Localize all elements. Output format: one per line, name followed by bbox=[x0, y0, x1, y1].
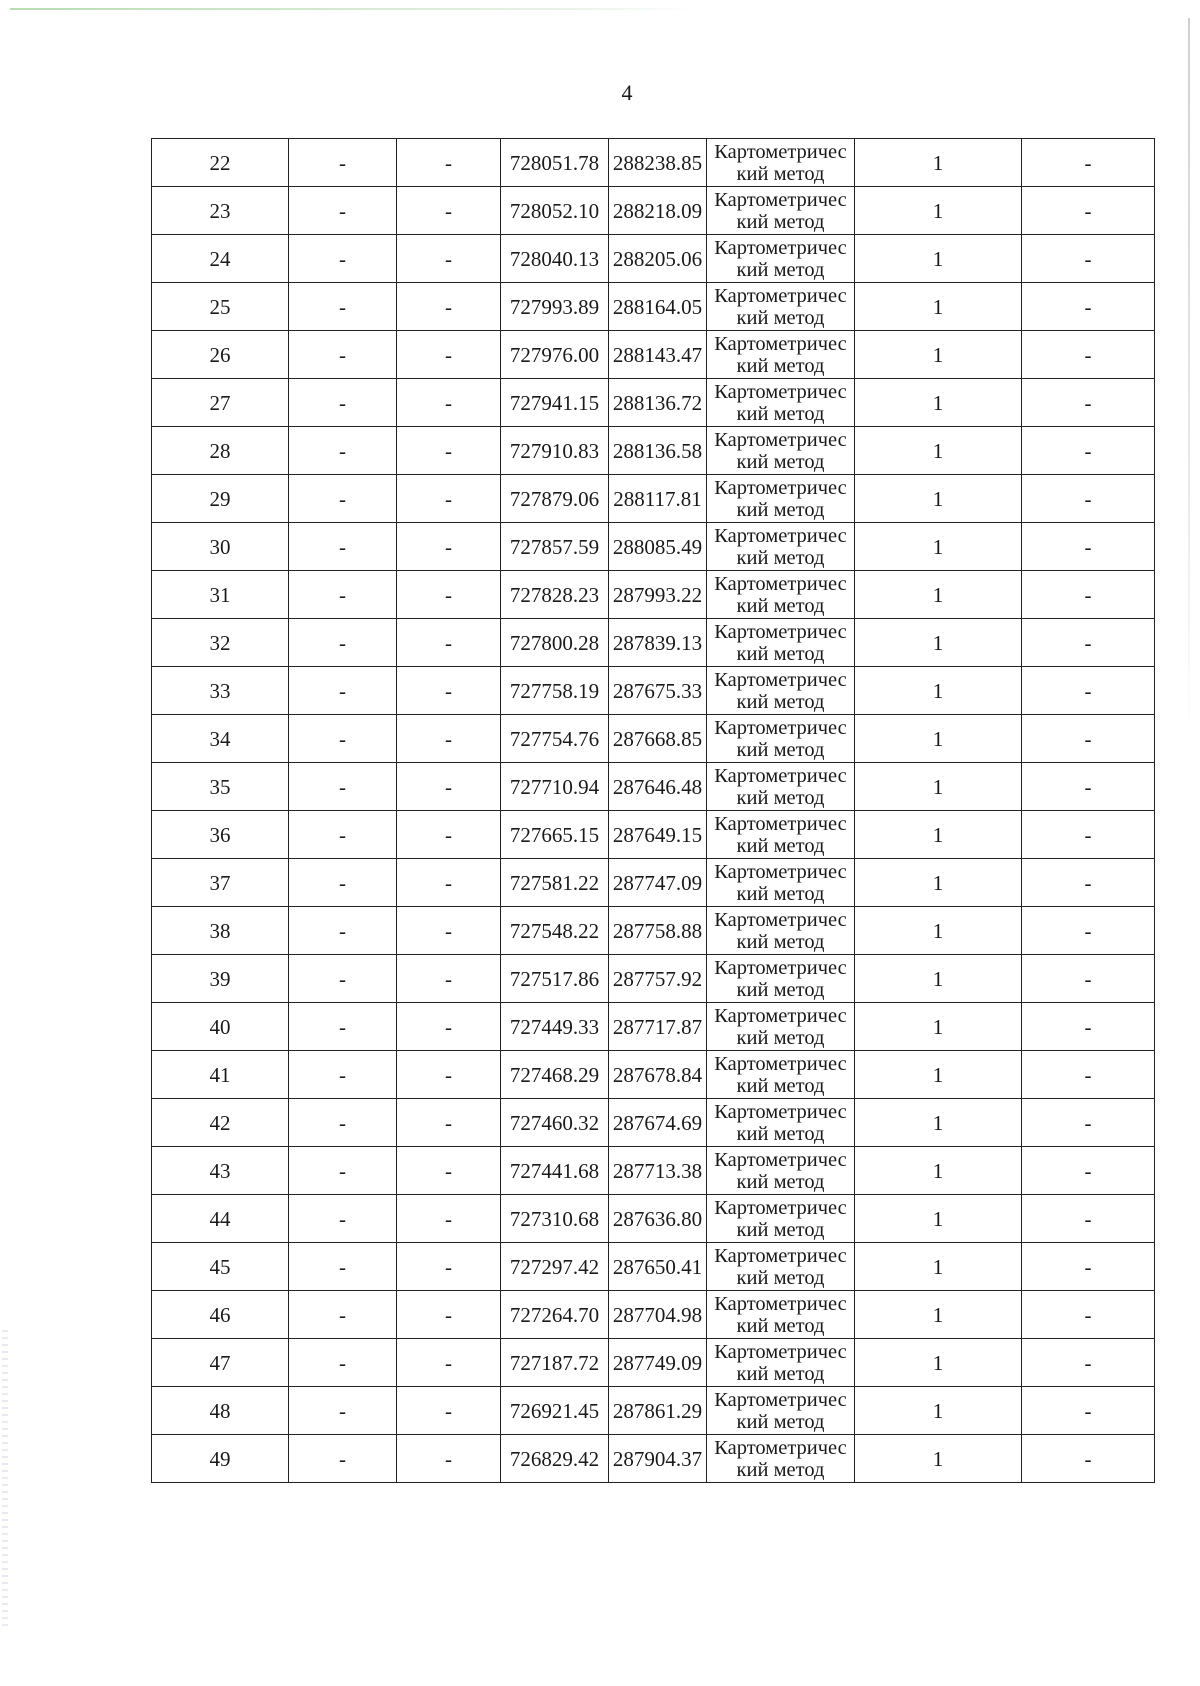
empty-value-cell: - bbox=[289, 1339, 397, 1387]
point-number-cell: 27 bbox=[152, 379, 289, 427]
point-number-cell: 36 bbox=[152, 811, 289, 859]
point-number-cell: 42 bbox=[152, 1099, 289, 1147]
point-number-cell: 34 bbox=[152, 715, 289, 763]
empty-value-cell: - bbox=[289, 1099, 397, 1147]
coordinate-y-cell: 288205.06 bbox=[609, 235, 707, 283]
table-row bbox=[152, 667, 1155, 715]
empty-value-cell: - bbox=[397, 1051, 501, 1099]
coordinate-x-cell: 727800.28 bbox=[501, 619, 609, 667]
coordinate-x-cell: 727993.89 bbox=[501, 283, 609, 331]
coordinate-x-cell: 728052.10 bbox=[501, 187, 609, 235]
empty-value-cell: - bbox=[1022, 139, 1155, 187]
empty-value-cell: - bbox=[1022, 1243, 1155, 1291]
empty-value-cell: - bbox=[397, 1243, 501, 1291]
empty-value-cell: - bbox=[1022, 1003, 1155, 1051]
coordinate-x-cell: 727758.19 bbox=[501, 667, 609, 715]
method-cell bbox=[707, 1195, 855, 1243]
table-row bbox=[152, 763, 1155, 811]
method-text: Картометрический метод bbox=[714, 1148, 847, 1193]
method-cell bbox=[707, 1147, 855, 1195]
accuracy-cell: 1 bbox=[855, 619, 1022, 667]
method-cell bbox=[707, 139, 855, 187]
point-number-cell: 39 bbox=[152, 955, 289, 1003]
point-number-cell: 47 bbox=[152, 1339, 289, 1387]
empty-value-cell: - bbox=[289, 1243, 397, 1291]
point-number-cell: 25 bbox=[152, 283, 289, 331]
table-row bbox=[152, 955, 1155, 1003]
empty-value-cell: - bbox=[397, 955, 501, 1003]
accuracy-cell: 1 bbox=[855, 475, 1022, 523]
empty-value-cell: - bbox=[397, 1387, 501, 1435]
table-row bbox=[152, 235, 1155, 283]
table-row bbox=[152, 1195, 1155, 1243]
empty-value-cell: - bbox=[289, 1147, 397, 1195]
point-number-cell: 29 bbox=[152, 475, 289, 523]
coordinate-y-cell: 287757.92 bbox=[609, 955, 707, 1003]
table-row bbox=[152, 1003, 1155, 1051]
empty-value-cell: - bbox=[289, 427, 397, 475]
table-row bbox=[152, 619, 1155, 667]
empty-value-cell: - bbox=[289, 139, 397, 187]
point-number-cell: 24 bbox=[152, 235, 289, 283]
method-cell bbox=[707, 1291, 855, 1339]
empty-value-cell: - bbox=[289, 283, 397, 331]
method-cell bbox=[707, 1003, 855, 1051]
empty-value-cell: - bbox=[1022, 1147, 1155, 1195]
empty-value-cell: - bbox=[289, 475, 397, 523]
empty-value-cell: - bbox=[397, 187, 501, 235]
method-cell bbox=[707, 619, 855, 667]
empty-value-cell: - bbox=[1022, 859, 1155, 907]
coordinate-y-cell: 287675.33 bbox=[609, 667, 707, 715]
point-number-cell: 40 bbox=[152, 1003, 289, 1051]
coordinate-y-cell: 287758.88 bbox=[609, 907, 707, 955]
table-row bbox=[152, 811, 1155, 859]
coordinate-x-cell: 727879.06 bbox=[501, 475, 609, 523]
table-row bbox=[152, 859, 1155, 907]
coordinate-x-cell: 727976.00 bbox=[501, 331, 609, 379]
empty-value-cell: - bbox=[397, 283, 501, 331]
table-row bbox=[152, 1243, 1155, 1291]
method-cell bbox=[707, 955, 855, 1003]
coordinate-y-cell: 287747.09 bbox=[609, 859, 707, 907]
empty-value-cell: - bbox=[1022, 1387, 1155, 1435]
accuracy-cell: 1 bbox=[855, 1003, 1022, 1051]
method-cell bbox=[707, 811, 855, 859]
page-number: 4 bbox=[621, 80, 633, 105]
accuracy-cell: 1 bbox=[855, 187, 1022, 235]
coordinate-x-cell: 726921.45 bbox=[501, 1387, 609, 1435]
empty-value-cell: - bbox=[1022, 283, 1155, 331]
table-row bbox=[152, 571, 1155, 619]
empty-value-cell: - bbox=[397, 139, 501, 187]
empty-value-cell: - bbox=[289, 523, 397, 571]
method-text: Картометрический метод bbox=[714, 1052, 847, 1097]
empty-value-cell: - bbox=[397, 1003, 501, 1051]
method-cell bbox=[707, 475, 855, 523]
accuracy-cell: 1 bbox=[855, 907, 1022, 955]
empty-value-cell: - bbox=[289, 955, 397, 1003]
accuracy-cell: 1 bbox=[855, 571, 1022, 619]
empty-value-cell: - bbox=[397, 1195, 501, 1243]
method-cell bbox=[707, 1339, 855, 1387]
empty-value-cell: - bbox=[397, 427, 501, 475]
point-number-cell: 22 bbox=[152, 139, 289, 187]
method-text: Картометрический метод bbox=[714, 668, 847, 713]
method-text: Картометрический метод bbox=[714, 1292, 847, 1337]
empty-value-cell: - bbox=[397, 1147, 501, 1195]
accuracy-cell: 1 bbox=[855, 235, 1022, 283]
empty-value-cell: - bbox=[1022, 667, 1155, 715]
point-number-cell: 45 bbox=[152, 1243, 289, 1291]
empty-value-cell: - bbox=[1022, 1339, 1155, 1387]
accuracy-cell: 1 bbox=[855, 1435, 1022, 1483]
empty-value-cell: - bbox=[397, 235, 501, 283]
method-cell bbox=[707, 571, 855, 619]
empty-value-cell: - bbox=[289, 763, 397, 811]
empty-value-cell: - bbox=[1022, 763, 1155, 811]
point-number-cell: 33 bbox=[152, 667, 289, 715]
coordinate-x-cell: 728051.78 bbox=[501, 139, 609, 187]
method-cell bbox=[707, 859, 855, 907]
empty-value-cell: - bbox=[397, 1339, 501, 1387]
coordinate-x-cell: 727441.68 bbox=[501, 1147, 609, 1195]
point-number-cell: 32 bbox=[152, 619, 289, 667]
coordinate-x-cell: 727910.83 bbox=[501, 427, 609, 475]
method-text: Картометрический метод bbox=[714, 1004, 847, 1049]
accuracy-cell: 1 bbox=[855, 1195, 1022, 1243]
method-text: Картометрический метод bbox=[714, 860, 847, 905]
coordinate-x-cell: 727665.15 bbox=[501, 811, 609, 859]
empty-value-cell: - bbox=[1022, 187, 1155, 235]
method-cell bbox=[707, 235, 855, 283]
table-row bbox=[152, 1051, 1155, 1099]
empty-value-cell: - bbox=[1022, 475, 1155, 523]
empty-value-cell: - bbox=[1022, 619, 1155, 667]
empty-value-cell: - bbox=[397, 571, 501, 619]
empty-value-cell: - bbox=[397, 667, 501, 715]
method-cell bbox=[707, 1387, 855, 1435]
empty-value-cell: - bbox=[1022, 1291, 1155, 1339]
coordinate-y-cell: 287650.41 bbox=[609, 1243, 707, 1291]
method-cell bbox=[707, 523, 855, 571]
accuracy-cell: 1 bbox=[855, 763, 1022, 811]
coordinate-x-cell: 727449.33 bbox=[501, 1003, 609, 1051]
point-number-cell: 41 bbox=[152, 1051, 289, 1099]
empty-value-cell: - bbox=[1022, 715, 1155, 763]
method-cell bbox=[707, 667, 855, 715]
coordinate-x-cell: 727297.42 bbox=[501, 1243, 609, 1291]
accuracy-cell: 1 bbox=[855, 955, 1022, 1003]
coordinate-x-cell: 727857.59 bbox=[501, 523, 609, 571]
method-cell bbox=[707, 1435, 855, 1483]
empty-value-cell: - bbox=[289, 187, 397, 235]
coordinate-y-cell: 287674.69 bbox=[609, 1099, 707, 1147]
point-number-cell: 23 bbox=[152, 187, 289, 235]
empty-value-cell: - bbox=[1022, 1051, 1155, 1099]
table-row bbox=[152, 139, 1155, 187]
method-text: Картометрический метод bbox=[714, 1436, 847, 1481]
coordinate-x-cell: 727310.68 bbox=[501, 1195, 609, 1243]
table-row bbox=[152, 1339, 1155, 1387]
empty-value-cell: - bbox=[1022, 379, 1155, 427]
coordinate-y-cell: 287861.29 bbox=[609, 1387, 707, 1435]
empty-value-cell: - bbox=[1022, 1435, 1155, 1483]
method-cell bbox=[707, 379, 855, 427]
empty-value-cell: - bbox=[397, 475, 501, 523]
method-text: Картометрический метод bbox=[714, 812, 847, 857]
coordinate-x-cell: 727187.72 bbox=[501, 1339, 609, 1387]
accuracy-cell: 1 bbox=[855, 1147, 1022, 1195]
method-cell bbox=[707, 283, 855, 331]
method-text: Картометрический метод bbox=[714, 956, 847, 1001]
method-text: Картометрический метод bbox=[714, 476, 847, 521]
empty-value-cell: - bbox=[289, 1195, 397, 1243]
empty-value-cell: - bbox=[397, 619, 501, 667]
empty-value-cell: - bbox=[289, 907, 397, 955]
coordinate-y-cell: 287678.84 bbox=[609, 1051, 707, 1099]
scan-edge-left bbox=[2, 1330, 8, 1630]
point-number-cell: 30 bbox=[152, 523, 289, 571]
coordinate-x-cell: 728040.13 bbox=[501, 235, 609, 283]
scan-edge-right bbox=[1188, 18, 1190, 738]
empty-value-cell: - bbox=[1022, 235, 1155, 283]
coordinate-y-cell: 288143.47 bbox=[609, 331, 707, 379]
empty-value-cell: - bbox=[397, 763, 501, 811]
point-number-cell: 37 bbox=[152, 859, 289, 907]
empty-value-cell: - bbox=[289, 1387, 397, 1435]
empty-value-cell: - bbox=[397, 523, 501, 571]
coordinate-y-cell: 287993.22 bbox=[609, 571, 707, 619]
method-text: Картометрический метод bbox=[714, 1244, 847, 1289]
method-cell bbox=[707, 1243, 855, 1291]
method-cell bbox=[707, 331, 855, 379]
method-text: Картометрический метод bbox=[714, 332, 847, 377]
method-text: Картометрический метод bbox=[714, 572, 847, 617]
point-number-cell: 43 bbox=[152, 1147, 289, 1195]
empty-value-cell: - bbox=[289, 811, 397, 859]
table-row bbox=[152, 427, 1155, 475]
empty-value-cell: - bbox=[1022, 523, 1155, 571]
table-row bbox=[152, 1147, 1155, 1195]
empty-value-cell: - bbox=[397, 1099, 501, 1147]
empty-value-cell: - bbox=[397, 715, 501, 763]
table-row bbox=[152, 187, 1155, 235]
method-cell bbox=[707, 763, 855, 811]
coordinate-y-cell: 287717.87 bbox=[609, 1003, 707, 1051]
empty-value-cell: - bbox=[289, 1435, 397, 1483]
method-text: Картометрический метод bbox=[714, 236, 847, 281]
method-text: Картометрический метод bbox=[714, 188, 847, 233]
accuracy-cell: 1 bbox=[855, 427, 1022, 475]
empty-value-cell: - bbox=[397, 859, 501, 907]
accuracy-cell: 1 bbox=[855, 1291, 1022, 1339]
method-text: Картометрический метод bbox=[714, 1196, 847, 1241]
table-row bbox=[152, 379, 1155, 427]
table-body bbox=[152, 139, 1155, 1483]
accuracy-cell: 1 bbox=[855, 1243, 1022, 1291]
accuracy-cell: 1 bbox=[855, 379, 1022, 427]
empty-value-cell: - bbox=[289, 1051, 397, 1099]
point-number-cell: 48 bbox=[152, 1387, 289, 1435]
empty-value-cell: - bbox=[1022, 907, 1155, 955]
coordinate-x-cell: 727828.23 bbox=[501, 571, 609, 619]
coordinate-x-cell: 727548.22 bbox=[501, 907, 609, 955]
method-text: Картометрический метод bbox=[714, 716, 847, 761]
table-row bbox=[152, 523, 1155, 571]
empty-value-cell: - bbox=[397, 907, 501, 955]
method-text: Картометрический метод bbox=[714, 428, 847, 473]
method-text: Картометрический метод bbox=[714, 524, 847, 569]
coordinate-y-cell: 288238.85 bbox=[609, 139, 707, 187]
coordinate-y-cell: 287636.80 bbox=[609, 1195, 707, 1243]
empty-value-cell: - bbox=[397, 1435, 501, 1483]
empty-value-cell: - bbox=[289, 619, 397, 667]
empty-value-cell: - bbox=[289, 667, 397, 715]
method-cell bbox=[707, 1051, 855, 1099]
empty-value-cell: - bbox=[1022, 955, 1155, 1003]
coordinate-x-cell: 726829.42 bbox=[501, 1435, 609, 1483]
table-row bbox=[152, 1387, 1155, 1435]
method-text: Картометрический метод bbox=[714, 140, 847, 185]
method-cell bbox=[707, 715, 855, 763]
empty-value-cell: - bbox=[1022, 811, 1155, 859]
table-row bbox=[152, 1435, 1155, 1483]
accuracy-cell: 1 bbox=[855, 667, 1022, 715]
coordinate-y-cell: 288085.49 bbox=[609, 523, 707, 571]
accuracy-cell: 1 bbox=[855, 523, 1022, 571]
coordinate-y-cell: 288218.09 bbox=[609, 187, 707, 235]
method-text: Картометрический метод bbox=[714, 764, 847, 809]
table-row bbox=[152, 283, 1155, 331]
coordinate-y-cell: 287749.09 bbox=[609, 1339, 707, 1387]
empty-value-cell: - bbox=[397, 1291, 501, 1339]
empty-value-cell: - bbox=[1022, 427, 1155, 475]
table-row bbox=[152, 1291, 1155, 1339]
point-number-cell: 49 bbox=[152, 1435, 289, 1483]
method-text: Картометрический метод bbox=[714, 1100, 847, 1145]
table-row bbox=[152, 715, 1155, 763]
method-cell bbox=[707, 187, 855, 235]
accuracy-cell: 1 bbox=[855, 1099, 1022, 1147]
accuracy-cell: 1 bbox=[855, 859, 1022, 907]
coordinate-y-cell: 287646.48 bbox=[609, 763, 707, 811]
empty-value-cell: - bbox=[289, 859, 397, 907]
coordinate-y-cell: 288164.05 bbox=[609, 283, 707, 331]
coordinate-x-cell: 727941.15 bbox=[501, 379, 609, 427]
coordinates-table bbox=[151, 138, 1155, 1483]
table-row bbox=[152, 331, 1155, 379]
point-number-cell: 28 bbox=[152, 427, 289, 475]
coordinate-y-cell: 288136.58 bbox=[609, 427, 707, 475]
accuracy-cell: 1 bbox=[855, 331, 1022, 379]
method-cell bbox=[707, 427, 855, 475]
coordinate-y-cell: 287904.37 bbox=[609, 1435, 707, 1483]
accuracy-cell: 1 bbox=[855, 1387, 1022, 1435]
empty-value-cell: - bbox=[289, 379, 397, 427]
empty-value-cell: - bbox=[289, 331, 397, 379]
point-number-cell: 44 bbox=[152, 1195, 289, 1243]
method-text: Картометрический метод bbox=[714, 1388, 847, 1433]
point-number-cell: 31 bbox=[152, 571, 289, 619]
coordinate-y-cell: 287839.13 bbox=[609, 619, 707, 667]
empty-value-cell: - bbox=[289, 571, 397, 619]
table-row bbox=[152, 907, 1155, 955]
method-text: Картометрический метод bbox=[714, 908, 847, 953]
accuracy-cell: 1 bbox=[855, 139, 1022, 187]
empty-value-cell: - bbox=[1022, 331, 1155, 379]
accuracy-cell: 1 bbox=[855, 715, 1022, 763]
coordinate-x-cell: 727517.86 bbox=[501, 955, 609, 1003]
scan-edge-top bbox=[10, 8, 700, 10]
method-cell bbox=[707, 1099, 855, 1147]
coordinate-y-cell: 287649.15 bbox=[609, 811, 707, 859]
method-text: Картометрический метод bbox=[714, 1340, 847, 1385]
empty-value-cell: - bbox=[1022, 1099, 1155, 1147]
method-cell bbox=[707, 907, 855, 955]
empty-value-cell: - bbox=[289, 235, 397, 283]
empty-value-cell: - bbox=[1022, 1195, 1155, 1243]
table-row bbox=[152, 475, 1155, 523]
empty-value-cell: - bbox=[289, 715, 397, 763]
coordinate-x-cell: 727468.29 bbox=[501, 1051, 609, 1099]
point-number-cell: 38 bbox=[152, 907, 289, 955]
coordinate-y-cell: 288117.81 bbox=[609, 475, 707, 523]
method-text: Картометрический метод bbox=[714, 620, 847, 665]
coordinate-x-cell: 727460.32 bbox=[501, 1099, 609, 1147]
empty-value-cell: - bbox=[1022, 571, 1155, 619]
method-text: Картометрический метод bbox=[714, 380, 847, 425]
table-row bbox=[152, 1099, 1155, 1147]
coordinate-x-cell: 727754.76 bbox=[501, 715, 609, 763]
coordinate-y-cell: 287668.85 bbox=[609, 715, 707, 763]
empty-value-cell: - bbox=[289, 1291, 397, 1339]
accuracy-cell: 1 bbox=[855, 1051, 1022, 1099]
accuracy-cell: 1 bbox=[855, 1339, 1022, 1387]
empty-value-cell: - bbox=[289, 1003, 397, 1051]
coordinate-x-cell: 727264.70 bbox=[501, 1291, 609, 1339]
accuracy-cell: 1 bbox=[855, 811, 1022, 859]
point-number-cell: 26 bbox=[152, 331, 289, 379]
coordinate-y-cell: 288136.72 bbox=[609, 379, 707, 427]
point-number-cell: 35 bbox=[152, 763, 289, 811]
coordinate-y-cell: 287704.98 bbox=[609, 1291, 707, 1339]
coordinate-y-cell: 287713.38 bbox=[609, 1147, 707, 1195]
accuracy-cell: 1 bbox=[855, 283, 1022, 331]
coordinate-x-cell: 727581.22 bbox=[501, 859, 609, 907]
coordinate-x-cell: 727710.94 bbox=[501, 763, 609, 811]
empty-value-cell: - bbox=[397, 379, 501, 427]
method-text: Картометрический метод bbox=[714, 284, 847, 329]
empty-value-cell: - bbox=[397, 811, 501, 859]
empty-value-cell: - bbox=[397, 331, 501, 379]
point-number-cell: 46 bbox=[152, 1291, 289, 1339]
coordinates-table-container bbox=[151, 138, 1154, 1483]
